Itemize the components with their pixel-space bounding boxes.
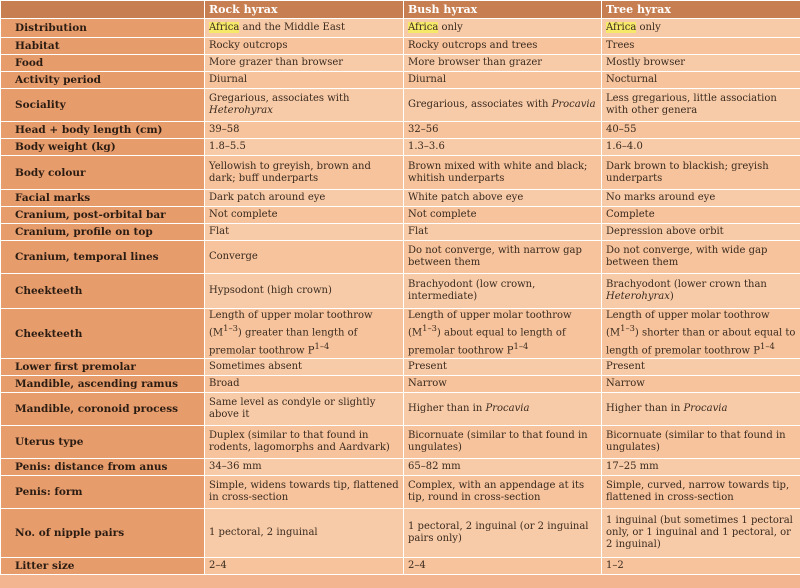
cell-text: Bicornuate (similar to that found in ungulates) <box>606 430 786 453</box>
cell-text: Nocturnal <box>606 74 658 85</box>
cell-text: Narrow <box>408 378 447 389</box>
cell-text: 1.8–5.5 <box>209 141 246 152</box>
table-row <box>1 426 800 459</box>
highlighted-text: Africa <box>209 22 240 33</box>
cell-rock-hyrax <box>205 19 404 38</box>
cell-tree-hyrax <box>602 459 800 476</box>
cell-text: 2–4 <box>408 560 426 571</box>
cell-rock-hyrax <box>205 224 404 241</box>
row-label: Cheekteeth <box>1 309 205 359</box>
cell-text: ) about equal to length of premolar toothrow P <box>408 327 566 356</box>
table-row <box>1 224 800 241</box>
cell-rock-hyrax <box>205 55 404 72</box>
cell-text: Present <box>408 361 447 372</box>
cell-text: Bicornuate (similar to that found in ungulates) <box>408 430 588 453</box>
cell-bush-hyrax <box>404 459 602 476</box>
cell-tree-hyrax <box>602 476 800 509</box>
cell-bush-hyrax <box>404 72 602 89</box>
cell-text: 40–55 <box>606 124 637 135</box>
cell-rock-hyrax <box>205 89 404 122</box>
row-label: No. of nipple pairs <box>1 509 205 558</box>
cell-text: Broad <box>209 378 240 389</box>
cell-text: No marks around eye <box>606 192 716 203</box>
cell-bush-hyrax <box>404 19 602 38</box>
header-row <box>1 1 800 19</box>
cell-bush-hyrax <box>404 509 602 558</box>
cell-text: Less gregarious, little association with other genera <box>606 93 777 116</box>
table-row <box>1 55 800 72</box>
row-label: Food <box>1 55 205 72</box>
cell-text: 1 inguinal (but sometimes 1 pectoral only, or 1 inguinal and 1 pectoral, or 2 inguinal) <box>606 515 793 550</box>
cell-rock-hyrax <box>205 274 404 309</box>
table-row <box>1 156 800 190</box>
cell-tree-hyrax <box>602 156 800 190</box>
superscript-text: 1–3 <box>620 323 635 334</box>
cell-rock-hyrax <box>205 459 404 476</box>
cell-text: 1.3–3.6 <box>408 141 445 152</box>
cell-text: and the Middle East <box>239 22 345 33</box>
cell-tree-hyrax <box>602 376 800 393</box>
highlighted-text: Africa <box>606 22 637 33</box>
cell-text: Dark patch around eye <box>209 192 326 203</box>
cell-tree-hyrax <box>602 224 800 241</box>
cell-text: Narrow <box>606 378 645 389</box>
row-label: Facial marks <box>1 190 205 207</box>
cell-tree-hyrax <box>602 309 800 359</box>
table-row <box>1 72 800 89</box>
cell-text: ) shorter than or about equal to length of premolar toothrow P <box>606 327 796 356</box>
cell-bush-hyrax <box>404 190 602 207</box>
cell-text: 2–4 <box>209 560 227 571</box>
cell-text: only <box>438 22 463 33</box>
cell-text: Trees <box>606 40 635 51</box>
cell-text: Duplex (similar to that found in rodents, lagomorphs and Aardvark) <box>209 430 390 453</box>
table-row <box>1 376 800 393</box>
cell-text: Brachyodont (lower crown than <box>606 279 767 290</box>
cell-text: Diurnal <box>209 74 248 85</box>
cell-tree-hyrax <box>602 122 800 139</box>
cell-text: ) <box>669 291 674 302</box>
cell-bush-hyrax <box>404 241 602 274</box>
cell-rock-hyrax <box>205 309 404 359</box>
superscript-text: 1–3 <box>223 323 238 334</box>
cell-text: Length of upper molar toothrow (M <box>606 310 770 339</box>
table-row <box>1 309 800 359</box>
row-label: Cranium, post-orbital bar <box>1 207 205 224</box>
cell-text: 32–56 <box>408 124 439 135</box>
cell-bush-hyrax <box>404 156 602 190</box>
superscript-text: 1–4 <box>314 340 330 351</box>
table-row <box>1 476 800 509</box>
cell-tree-hyrax <box>602 19 800 38</box>
cell-text: 1–2 <box>606 560 624 571</box>
cell-text: ) greater than length of premolar toothrow P <box>209 327 358 356</box>
cell-text: White patch above eye <box>408 192 524 203</box>
cell-bush-hyrax <box>404 309 602 359</box>
cell-bush-hyrax <box>404 393 602 426</box>
cell-text: Rocky outcrops <box>209 40 288 51</box>
cell-text: Higher than in <box>408 403 486 414</box>
row-label: Penis: distance from anus <box>1 459 205 476</box>
table-body <box>1 19 800 575</box>
cell-tree-hyrax <box>602 509 800 558</box>
cell-rock-hyrax <box>205 139 404 156</box>
column-header-tree-hyrax: Tree hyrax <box>602 1 800 19</box>
table-header <box>1 1 800 19</box>
table-row <box>1 89 800 122</box>
cell-bush-hyrax <box>404 38 602 55</box>
cell-rock-hyrax <box>205 509 404 558</box>
cell-tree-hyrax <box>602 38 800 55</box>
row-label: Lower first premolar <box>1 359 205 376</box>
cell-text: Not complete <box>209 209 278 220</box>
cell-text: only <box>636 22 661 33</box>
cell-bush-hyrax <box>404 122 602 139</box>
cell-text: Length of upper molar toothrow (M <box>408 310 572 339</box>
cell-rock-hyrax <box>205 476 404 509</box>
cell-text: More browser than grazer <box>408 57 543 68</box>
table-row <box>1 274 800 309</box>
cell-bush-hyrax <box>404 139 602 156</box>
cell-rock-hyrax <box>205 558 404 575</box>
cell-text: Mostly browser <box>606 57 686 68</box>
cell-tree-hyrax <box>602 241 800 274</box>
cell-text: Do not converge, with wide gap between them <box>606 245 768 268</box>
cell-rock-hyrax <box>205 122 404 139</box>
row-label: Cranium, temporal lines <box>1 241 205 274</box>
cell-bush-hyrax <box>404 376 602 393</box>
row-label: Habitat <box>1 38 205 55</box>
cell-rock-hyrax <box>205 376 404 393</box>
cell-bush-hyrax <box>404 207 602 224</box>
table-row <box>1 558 800 575</box>
header-corner <box>1 1 205 19</box>
cell-text: Hypsodont (high crown) <box>209 285 332 296</box>
cell-bush-hyrax <box>404 426 602 459</box>
italic-text: Procavia <box>485 403 530 414</box>
cell-text: 1 pectoral, 2 inguinal (or 2 inguinal pairs only) <box>408 521 589 544</box>
row-label: Cranium, profile on top <box>1 224 205 241</box>
cell-text: Complex, with an appendage at its tip, round in cross-section <box>408 480 585 503</box>
cell-rock-hyrax <box>205 359 404 376</box>
italic-text: Procavia <box>551 99 596 110</box>
cell-text: Gregarious, associates with <box>408 99 552 110</box>
cell-rock-hyrax <box>205 190 404 207</box>
cell-text: Flat <box>209 226 230 237</box>
cell-bush-hyrax <box>404 558 602 575</box>
cell-text: Yellowish to greyish, brown and dark; buff underparts <box>209 160 371 184</box>
cell-text: Present <box>606 361 645 372</box>
cell-tree-hyrax <box>602 55 800 72</box>
cell-text: Same level as condyle or slightly above it <box>209 397 376 420</box>
row-label: Sociality <box>1 89 205 122</box>
italic-text: Heterohyrax <box>606 291 670 302</box>
row-label: Mandible, ascending ramus <box>1 376 205 393</box>
row-label: Cheekteeth <box>1 274 205 309</box>
cell-rock-hyrax <box>205 207 404 224</box>
table-row <box>1 122 800 139</box>
cell-rock-hyrax <box>205 156 404 190</box>
cell-text: Diurnal <box>408 74 447 85</box>
table-row <box>1 241 800 274</box>
row-label: Uterus type <box>1 426 205 459</box>
cell-tree-hyrax <box>602 393 800 426</box>
cell-rock-hyrax <box>205 426 404 459</box>
cell-tree-hyrax <box>602 426 800 459</box>
row-label: Head + body length (cm) <box>1 122 205 139</box>
cell-tree-hyrax <box>602 359 800 376</box>
cell-text: Simple, curved, narrow towards tip, flattened in cross-section <box>606 480 790 503</box>
cell-text: Simple, widens towards tip, flattened in cross-section <box>209 480 399 503</box>
table-row <box>1 19 800 38</box>
row-label: Body weight (kg) <box>1 139 205 156</box>
table-row <box>1 139 800 156</box>
cell-rock-hyrax <box>205 393 404 426</box>
row-label: Activity period <box>1 72 205 89</box>
cell-text: Complete <box>606 209 655 220</box>
row-label: Distribution <box>1 19 205 38</box>
row-label: Penis: form <box>1 476 205 509</box>
superscript-text: 1–4 <box>513 340 529 351</box>
cell-rock-hyrax <box>205 38 404 55</box>
cell-text: 39–58 <box>209 124 240 135</box>
cell-tree-hyrax <box>602 190 800 207</box>
cell-text: 1.6–4.0 <box>606 141 643 152</box>
cell-tree-hyrax <box>602 207 800 224</box>
cell-text: Brown mixed with white and black; whitish underparts <box>408 160 588 184</box>
highlighted-text: Africa <box>408 22 439 33</box>
cell-text: 65–82 mm <box>408 461 461 472</box>
cell-text: 34–36 mm <box>209 461 262 472</box>
cell-rock-hyrax <box>205 241 404 274</box>
superscript-text: 1–3 <box>422 323 437 334</box>
italic-text: Heterohyrax <box>209 105 273 116</box>
row-label: Body colour <box>1 156 205 190</box>
cell-text: Gregarious, associates with <box>209 93 350 104</box>
table-row <box>1 190 800 207</box>
table-row <box>1 393 800 426</box>
cell-text: 1 pectoral, 2 inguinal <box>209 527 318 538</box>
cell-rock-hyrax <box>205 72 404 89</box>
cell-text: Converge <box>209 251 258 262</box>
column-header-bush-hyrax: Bush hyrax <box>404 1 602 19</box>
superscript-text: 1–4 <box>760 340 775 351</box>
cell-bush-hyrax <box>404 359 602 376</box>
table-row <box>1 509 800 558</box>
row-label: Mandible, coronoid process <box>1 393 205 426</box>
cell-text: Do not converge, with narrow gap between them <box>408 245 582 268</box>
cell-text: Flat <box>408 226 429 237</box>
cell-bush-hyrax <box>404 55 602 72</box>
table-row <box>1 207 800 224</box>
cell-tree-hyrax <box>602 274 800 309</box>
cell-text: Length of upper molar toothrow (M <box>209 310 373 339</box>
cell-bush-hyrax <box>404 89 602 122</box>
cell-text: Dark brown to blackish; greyish underparts <box>606 160 769 184</box>
cell-bush-hyrax <box>404 224 602 241</box>
cell-text: Sometimes absent <box>209 361 303 372</box>
cell-text: 17–25 mm <box>606 461 659 472</box>
cell-tree-hyrax <box>602 558 800 575</box>
table-row <box>1 359 800 376</box>
cell-text: Depression above orbit <box>606 226 724 237</box>
italic-text: Procavia <box>683 403 728 414</box>
cell-bush-hyrax <box>404 476 602 509</box>
cell-tree-hyrax <box>602 89 800 122</box>
table-row <box>1 38 800 55</box>
table-row <box>1 459 800 476</box>
cell-text: More grazer than browser <box>209 57 344 68</box>
row-label: Litter size <box>1 558 205 575</box>
cell-text: Higher than in <box>606 403 684 414</box>
cell-text: Rocky outcrops and trees <box>408 40 538 51</box>
cell-tree-hyrax <box>602 72 800 89</box>
cell-bush-hyrax <box>404 274 602 309</box>
cell-tree-hyrax <box>602 139 800 156</box>
cell-text: Brachyodont (low crown, intermediate) <box>408 279 536 302</box>
column-header-rock-hyrax: Rock hyrax <box>205 1 404 19</box>
cell-text: Not complete <box>408 209 477 220</box>
